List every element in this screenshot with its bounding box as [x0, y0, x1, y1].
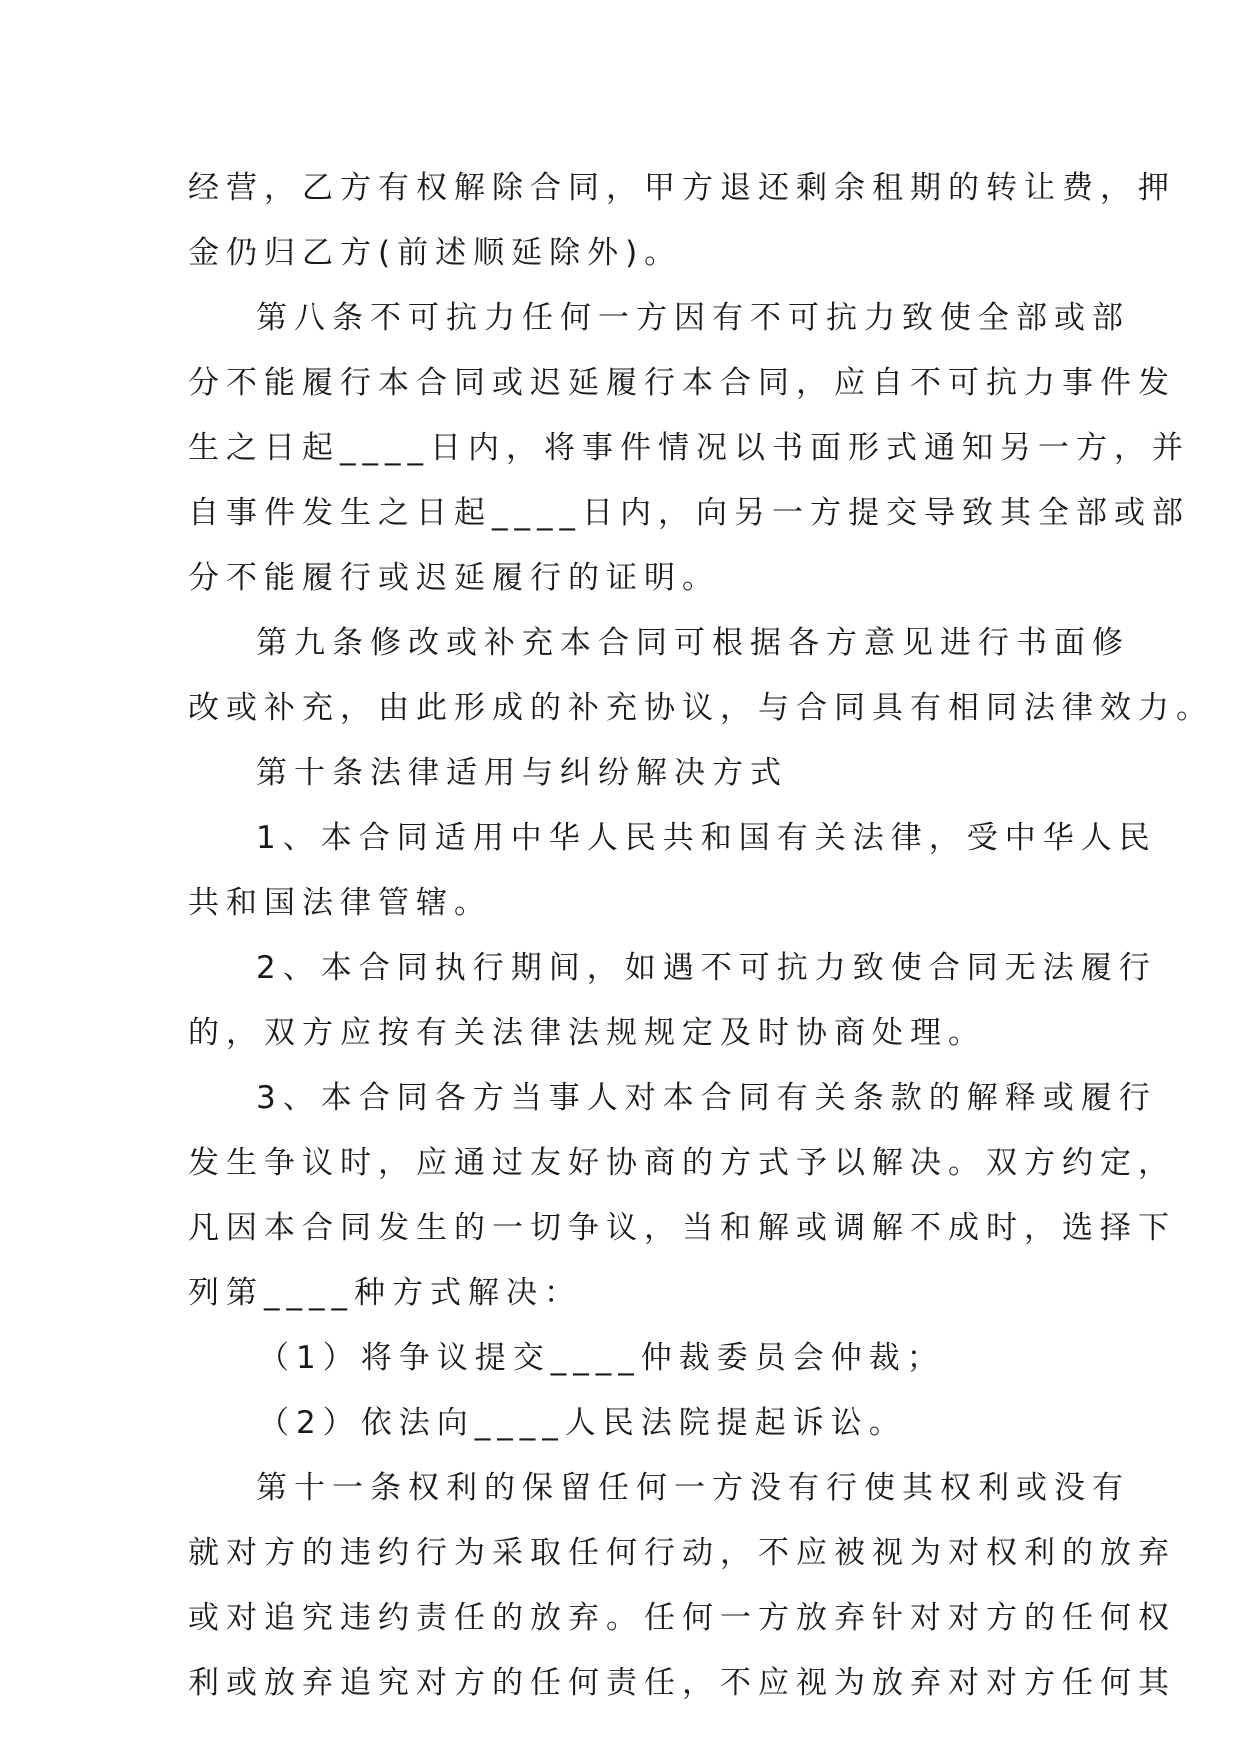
document-body	[188, 156, 1214, 1716]
option-1: （1）将争议提交____仲裁委员会仲裁；	[258, 1340, 945, 1376]
text-line: 利或放弃追究对方的任何责任，不应视为放弃对对方任何其	[188, 1665, 1176, 1701]
text-line: 的，双方应按有关法律法规规定及时协商处理。	[188, 1015, 986, 1051]
text-line: 分不能履行或迟延履行的证明。	[188, 560, 720, 596]
option-2: （2）依法向____人民法院提起诉讼。	[258, 1405, 907, 1441]
text-line: 金仍归乙方(前述顺延除外)。	[188, 235, 683, 271]
article-8-heading: 第八条不可抗力任何一方因有不可抗力致使全部或部	[256, 300, 1130, 336]
article-11-heading: 第十一条权利的保留任何一方没有行使其权利或没有	[256, 1470, 1130, 1506]
text-line: 生之日起____日内，将事件情况以书面形式通知另一方，并	[188, 430, 1190, 466]
text-line: 凡因本合同发生的一切争议，当和解或调解不成时，选择下	[188, 1210, 1176, 1246]
clause-2: 2、本合同执行期间，如遇不可抗力致使合同无法履行	[256, 950, 1157, 986]
text-line: 分不能履行本合同或迟延履行本合同，应自不可抗力事件发	[188, 365, 1176, 401]
text-line: 经营，乙方有权解除合同，甲方退还剩余租期的转让费，押	[188, 170, 1176, 206]
text-line: 自事件发生之日起____日内，向另一方提交导致其全部或部	[188, 495, 1190, 531]
article-10-heading: 第十条法律适用与纠纷解决方式	[256, 755, 788, 791]
text-line: 或对追究违约责任的放弃。任何一方放弃针对对方的任何权	[188, 1600, 1176, 1636]
clause-3: 3、本合同各方当事人对本合同有关条款的解释或履行	[256, 1080, 1157, 1116]
text-line: 就对方的违约行为采取任何行动，不应被视为对权利的放弃	[188, 1535, 1176, 1571]
text-line: 列第____种方式解决：	[188, 1275, 582, 1311]
text-line: 发生争议时，应通过友好协商的方式予以解决。双方约定，	[188, 1145, 1176, 1181]
text-line: 改或补充，由此形成的补充协议，与合同具有相同法律效力。	[188, 690, 1214, 726]
article-9-heading: 第九条修改或补充本合同可根据各方意见进行书面修	[256, 625, 1130, 661]
text-line: 共和国法律管辖。	[188, 885, 492, 921]
clause-1: 1、本合同适用中华人民共和国有关法律，受中华人民	[256, 820, 1157, 856]
